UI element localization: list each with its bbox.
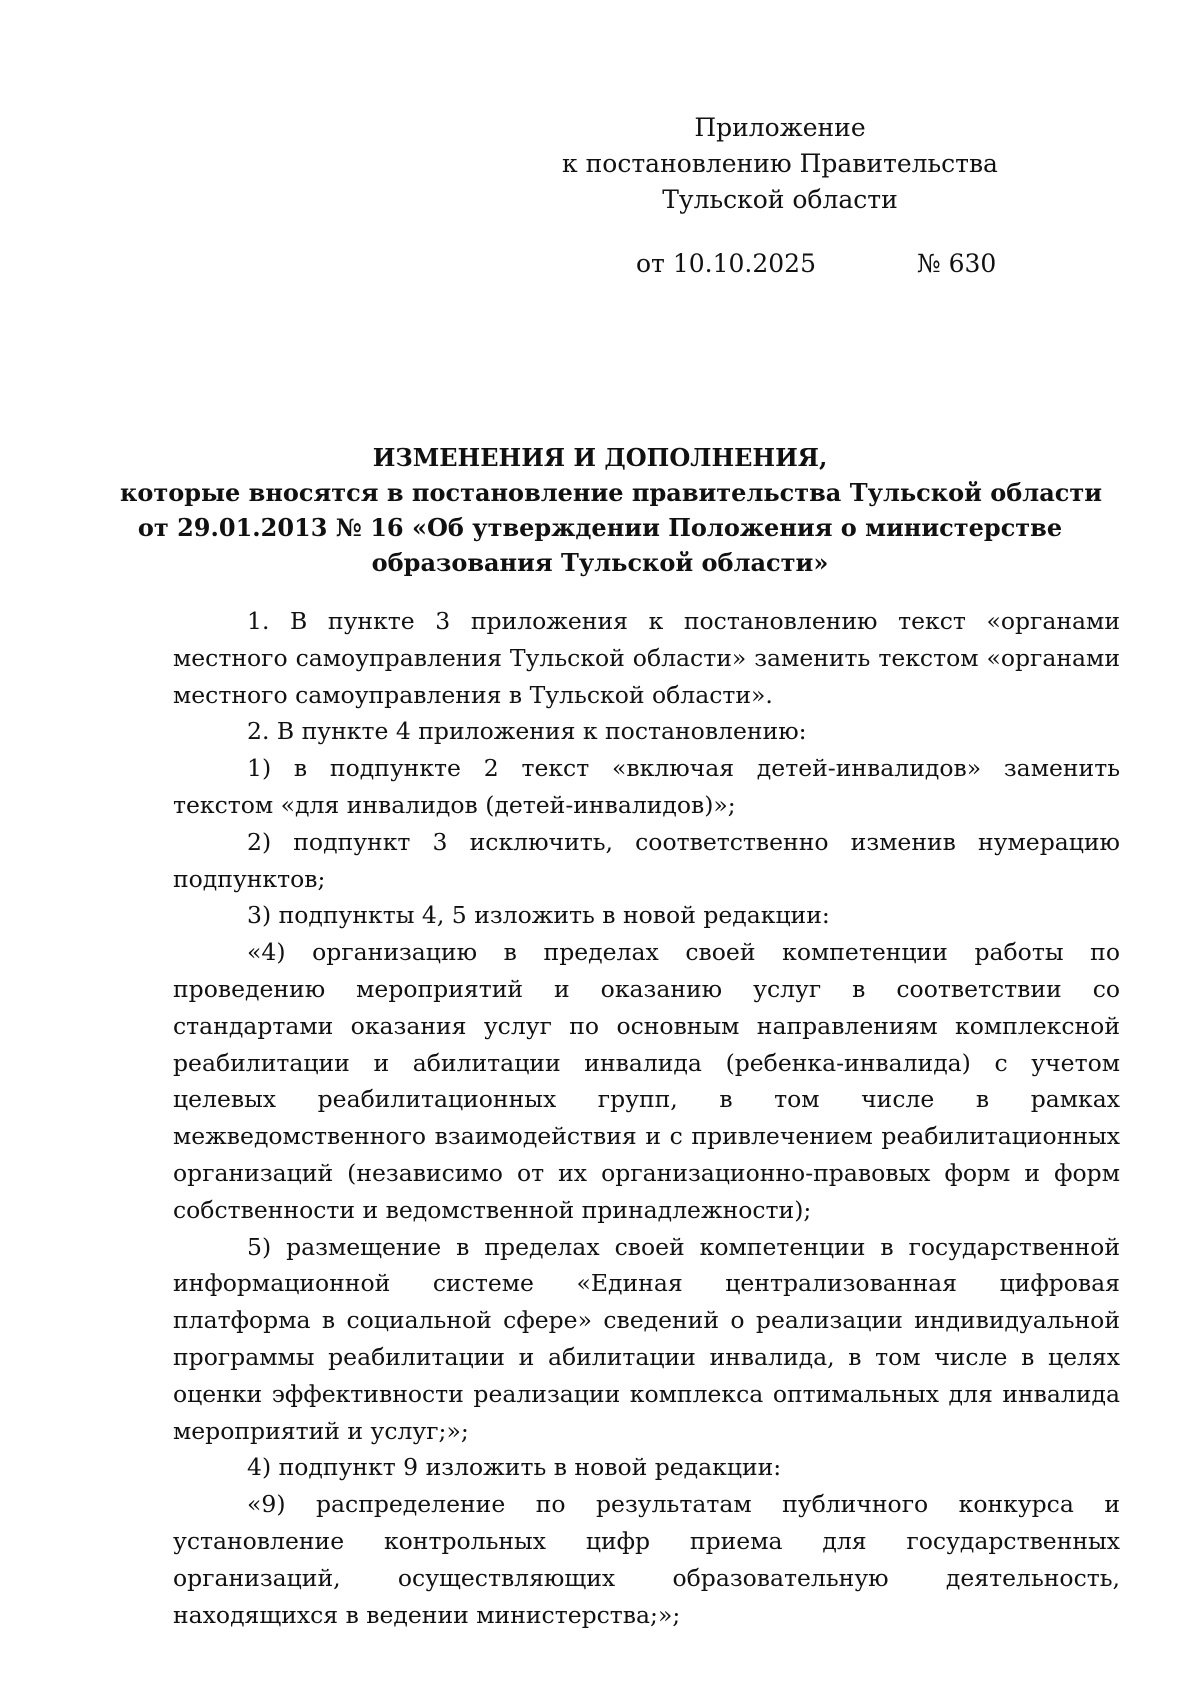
attachment-line: к постановлению Правительства bbox=[562, 149, 998, 178]
body-paragraph: 5) размещение в пределах своей компетенции в государственной информационной системе «Единая централизованная цифровая платформа в социальной сфере» сведений о реализации индивидуальной программы реабилитации и абилитации инвалида, в том числе в целях оценки эффективности реализации комплекса оптимальных для инвалида мероприятий и услуг;»; bbox=[173, 1232, 1120, 1445]
attachment-line: Приложение bbox=[694, 113, 866, 142]
attachment-line: Тульской области bbox=[662, 185, 898, 214]
document-date: от 10.10.2025 bbox=[636, 249, 816, 278]
title-line: образования Тульской области» bbox=[371, 548, 829, 577]
body-paragraph: 2. В пункте 4 приложения к постановлению: bbox=[247, 717, 807, 746]
body-paragraph: 3) подпункты 4, 5 изложить в новой редакции: bbox=[247, 901, 830, 930]
title-line: которые вносятся в постановление правительства Тульской области bbox=[120, 478, 1103, 507]
document-title bbox=[120, 440, 1103, 580]
body-paragraph: «4) организацию в пределах своей компетенции работы по проведению мероприятий и оказанию услуг в соответствии со стандартами оказания услуг по основным направлениям комплексной реабилитации и абилитации инвалида (ребенка-инвалида) с учетом целевых реабилитационных групп, в том числе в рамках межведомственного взаимодействия и с привлечением реабилитационных организаций (независимо от их организационно-правовых форм и форм собственности и ведомственной принадлежности); bbox=[173, 938, 1120, 1224]
title-line: ИЗМЕНЕНИЯ И ДОПОЛНЕНИЯ, bbox=[372, 443, 828, 472]
title-line: от 29.01.2013 № 16 «Об утверждении Положения о министерстве bbox=[137, 513, 1063, 542]
body-paragraph: «9) распределение по результатам публичного конкурса и установление контрольных цифр приема для государственных организаций, осуществляющих образовательную деятельность, находящихся в ведении министерства;»; bbox=[173, 1490, 1120, 1629]
document-body bbox=[173, 603, 1120, 1633]
attachment-reference bbox=[560, 110, 1000, 218]
body-paragraph: 1) в подпункте 2 текст «включая детей-инвалидов» заменить текстом «для инвалидов (детей-инвалидов)»; bbox=[173, 754, 1120, 819]
body-paragraph: 2) подпункт 3 исключить, соответственно изменив нумерацию подпунктов; bbox=[173, 827, 1120, 893]
body-paragraph: 1. В пункте 3 приложения к постановлению текст «органами местного самоуправления Тульской области» заменить текстом «органами местного самоуправления в Тульской области». bbox=[173, 607, 1120, 709]
body-paragraph: 4) подпункт 9 изложить в новой редакции: bbox=[247, 1453, 782, 1482]
document-number: № 630 bbox=[917, 249, 997, 278]
